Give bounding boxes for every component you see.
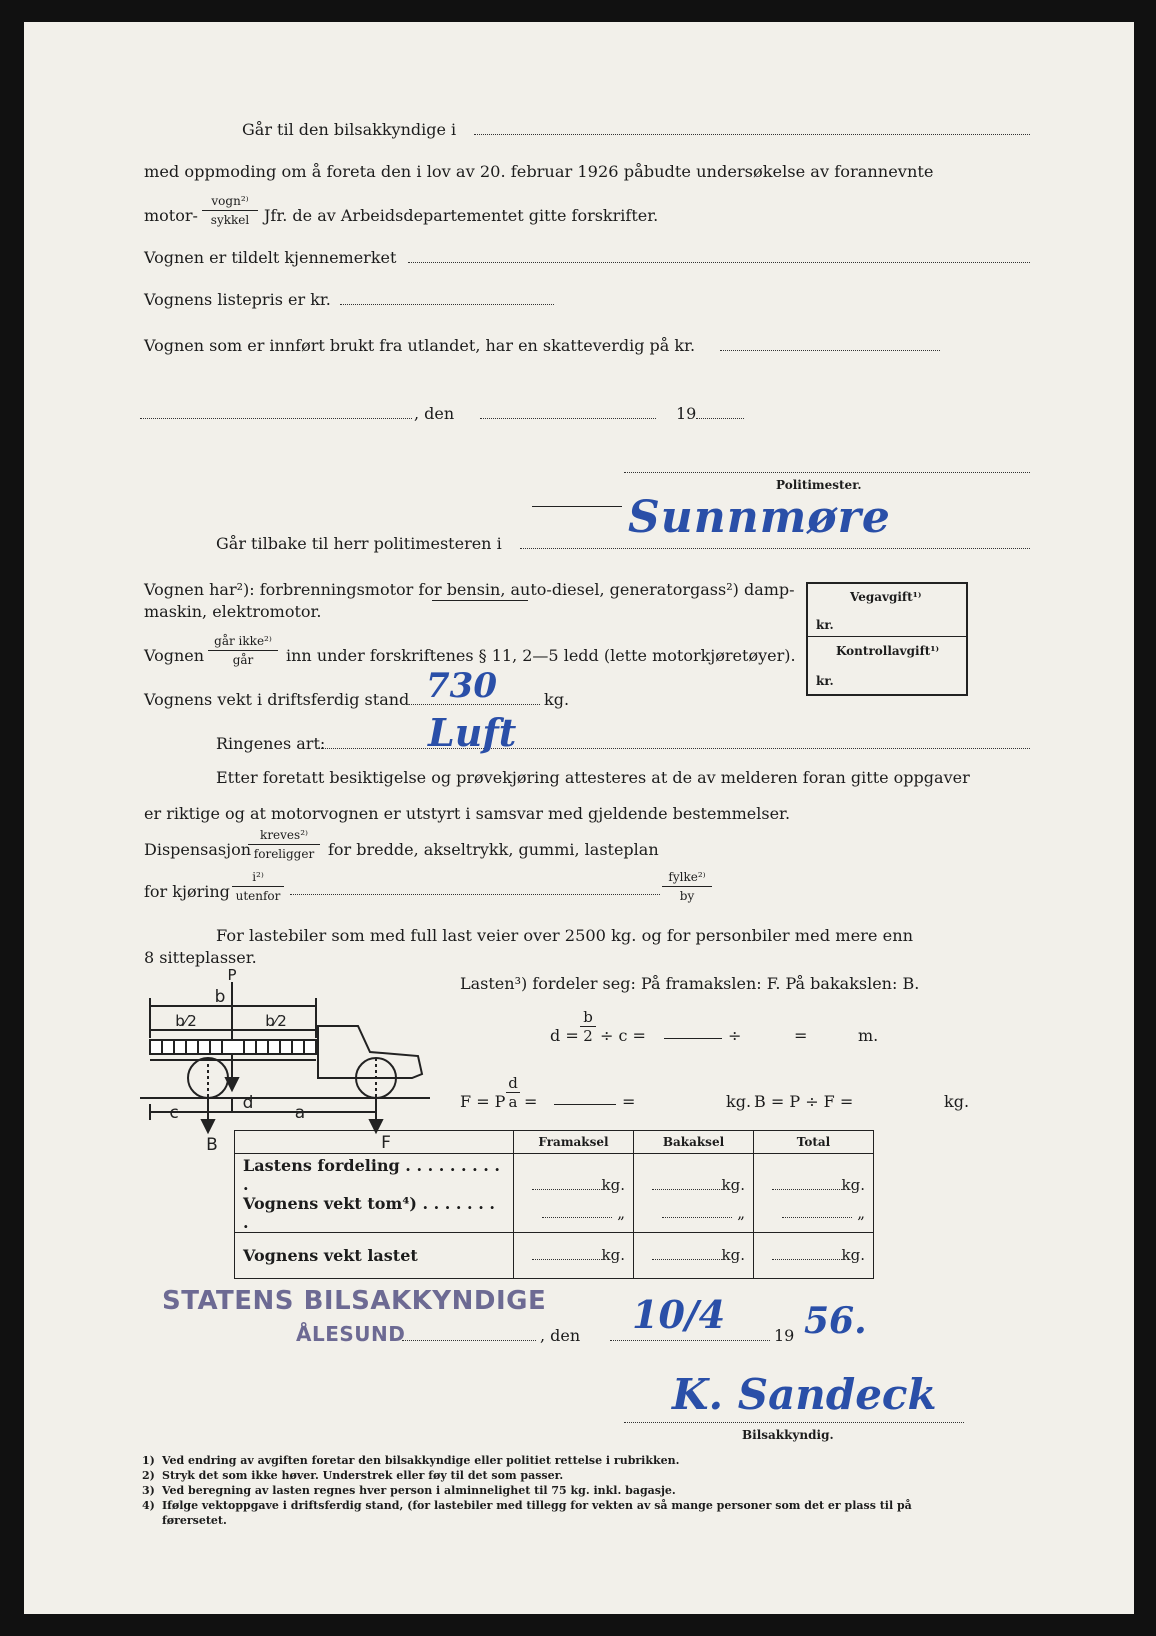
bensin-underline xyxy=(432,600,528,601)
diagram-label-b: b xyxy=(214,987,226,1007)
footnote-item: førersetet. xyxy=(162,1514,227,1527)
office-stamp-line2: ÅLESUND xyxy=(296,1322,406,1346)
vegavgift-label: Vegavgift¹⁾ xyxy=(850,590,922,604)
table-row-label: Lastens fordeling . . . . . . . . . . xyxy=(235,1154,514,1194)
vekt-handwritten: 730 xyxy=(426,666,497,706)
lasten-text: Lasten³) fordeler seg: På framakslen: F. På bakakslen: B. xyxy=(460,974,920,993)
attest-line1: Etter foretatt besiktigelse og prøvekjøring attesteres at de av melderen foran gitte oppgaver xyxy=(216,768,970,787)
fraction-gaar: går ikke²⁾ går xyxy=(208,634,278,667)
diagram-label-b-half-left: b⁄2 xyxy=(175,1012,197,1030)
table-row-label: Vognens vekt lastet xyxy=(235,1232,514,1278)
date-field[interactable] xyxy=(480,418,656,419)
diagram-label-B: B xyxy=(206,1135,218,1155)
signature-year-handwritten: 56. xyxy=(804,1300,867,1342)
f-formula-eq3: = xyxy=(622,1092,636,1111)
fraction-kreves: kreves²⁾ foreligger xyxy=(248,828,320,861)
ringer-field[interactable] xyxy=(316,748,1030,749)
kjennemerke-label: Vognen er tildelt kjennemerket xyxy=(144,248,397,267)
fee-box xyxy=(806,582,968,696)
fraction-vogn-sykkel: vogn²⁾ sykkel xyxy=(202,194,258,227)
form-sheet xyxy=(24,22,1134,1614)
listepris-field[interactable] xyxy=(340,304,554,305)
motor-prefix: motor- xyxy=(144,206,198,225)
year-field[interactable] xyxy=(696,418,744,419)
d-formula-blank1 xyxy=(664,1038,722,1039)
signature-den-label: , den xyxy=(540,1326,581,1345)
table-cell[interactable]: kg. xyxy=(754,1232,874,1278)
b-formula-kg: kg. xyxy=(944,1092,970,1111)
office-stamp-line1: STATENS BILSAKKYNDIGE xyxy=(162,1286,547,1316)
footnote-item: 1) Ved endring av avgiften foretar den bilsakkyndige eller politiet rettelse i rubrikken. xyxy=(142,1454,680,1467)
politimester-signature-field[interactable] xyxy=(624,472,1030,473)
skatteverdi-label: Vognen som er innført brukt fra utlandet, har en skatteverdig på kr. xyxy=(144,336,696,355)
fee-divider xyxy=(808,636,966,637)
f-formula-kg: kg. xyxy=(726,1092,752,1111)
kjoring-field[interactable] xyxy=(290,894,660,895)
bilsakkyndig-signature: K. Sandeck xyxy=(672,1370,937,1419)
vognen-har-line1: Vognen har²): forbrenningsmotor for bensin, auto-diesel, generatorgass²) damp- xyxy=(144,580,795,599)
diagram-label-P: P xyxy=(227,966,237,984)
listepris-label: Vognens listepris er kr. xyxy=(144,290,331,309)
signature-year-prefix: 19 xyxy=(774,1326,795,1345)
d-formula-eq2: = xyxy=(794,1026,808,1045)
fee-kr2: kr. xyxy=(816,674,834,688)
kontrollavgift-label: Kontrollavgift¹⁾ xyxy=(836,644,940,658)
fraction-fylke-by: fylke²⁾ by xyxy=(662,870,712,903)
table-cell[interactable]: kg. xyxy=(634,1232,754,1278)
footnote-item: 4) Ifølge vektoppgave i driftsferdig stand, (for lastebiler med tillegg for vekten av så mange personer som det er plass til på xyxy=(142,1499,912,1512)
d-formula-fraction: b 2 xyxy=(580,1010,596,1043)
ringer-label: Ringenes art: xyxy=(216,734,326,753)
separator-line xyxy=(532,506,622,507)
place-field[interactable] xyxy=(140,418,412,419)
diagram-label-d: d xyxy=(242,1093,254,1113)
table-header-framaksel: Framaksel xyxy=(514,1131,634,1154)
footnote-item: 2) Stryk det som ikke høver. Understrek eller føy til det som passer. xyxy=(142,1469,564,1482)
table-cell[interactable]: kg. xyxy=(754,1154,874,1194)
line1-field[interactable] xyxy=(474,134,1030,135)
table-cell[interactable]: „ xyxy=(754,1194,874,1233)
forskrift-text: inn under forskriftenes § 11, 2—5 ledd (lette motorkjøretøyer). xyxy=(286,646,796,665)
diagram-label-F: F xyxy=(381,1133,391,1153)
signature-date-field[interactable] xyxy=(610,1340,770,1341)
d-formula-div: ÷ xyxy=(728,1026,742,1045)
table-cell[interactable]: kg. xyxy=(514,1232,634,1278)
d-formula-eq: d = xyxy=(550,1026,579,1045)
fee-kr1: kr. xyxy=(816,618,834,632)
request-text: med oppmoding om å foreta den i lov av 20. februar 1926 påbudte undersøkelse av forannevnte xyxy=(144,162,934,181)
table-header-total: Total xyxy=(754,1131,874,1154)
diagram-label-a: a xyxy=(294,1103,306,1123)
politimester-label: Politimester. xyxy=(776,478,862,492)
load-table xyxy=(234,1130,874,1279)
laste-line1: For lastebiler som med full last veier over 2500 kg. og for personbiler med mere enn xyxy=(216,926,914,945)
tilbake-field[interactable] xyxy=(520,548,1030,549)
disp-suffix: for bredde, akseltrykk, gummi, lasteplan xyxy=(328,840,659,859)
motor-suffix: Jfr. de av Arbeidsdepartementet gitte forskrifter. xyxy=(264,206,659,225)
b-formula-eq: B = P ÷ F = xyxy=(754,1092,854,1111)
tilbake-label: Går tilbake til herr politimesteren i xyxy=(216,534,502,553)
diagram-label-c: c xyxy=(169,1103,179,1123)
table-header-blank xyxy=(235,1131,514,1154)
d-formula-unit: m. xyxy=(858,1026,879,1045)
tilbake-handwritten: Sunnmøre xyxy=(628,492,891,543)
line1-label: Går til den bilsakkyndige i xyxy=(242,120,457,139)
table-header-bakaksel: Bakaksel xyxy=(634,1131,754,1154)
axle-load-diagram xyxy=(140,966,440,1155)
vekt-unit: kg. xyxy=(544,690,570,709)
d-formula-rest: ÷ c = xyxy=(600,1026,646,1045)
disp-prefix: Dispensasjon xyxy=(144,840,252,859)
table-cell[interactable]: kg. xyxy=(514,1154,634,1194)
f-formula-eq2: = xyxy=(524,1092,538,1111)
footnote-item: 3) Ved beregning av lasten regnes hver person i alminnelighet til 75 kg. inkl. bagasje. xyxy=(142,1484,676,1497)
f-formula-eq: F = P xyxy=(460,1092,506,1111)
vognen-prefix: Vognen xyxy=(144,646,205,665)
skatteverdi-field[interactable] xyxy=(720,350,940,351)
fraction-i-utenfor: i²⁾ utenfor xyxy=(232,870,284,903)
kjoring-prefix: for kjøring xyxy=(144,882,230,901)
attest-line2: er riktige og at motorvognen er utstyrt i samsvar med gjeldende bestemmelser. xyxy=(144,804,791,823)
vekt-label: Vognens vekt i driftsferdig stand xyxy=(144,690,410,709)
bilsakkyndig-label: Bilsakkyndig. xyxy=(742,1428,834,1442)
table-row-label: Vognens vekt tom⁴) . . . . . . . . xyxy=(235,1194,514,1233)
diagram-label-b-half-right: b⁄2 xyxy=(265,1012,287,1030)
table-cell[interactable]: kg. xyxy=(634,1154,754,1194)
signature-date-handwritten: 10/4 xyxy=(632,1292,726,1337)
f-formula-blank xyxy=(554,1104,616,1105)
table-cell[interactable]: „ xyxy=(514,1194,634,1233)
vognen-har-line2: maskin, elektromotor. xyxy=(144,602,322,621)
ringer-handwritten: Luft xyxy=(428,710,517,755)
signature-place-field[interactable] xyxy=(402,1340,536,1341)
kjennemerke-field[interactable] xyxy=(408,262,1030,263)
footnotes xyxy=(142,1454,1092,1529)
den-label: , den xyxy=(414,404,455,423)
year-prefix: 19 xyxy=(676,404,697,423)
f-formula-fraction: d a xyxy=(506,1076,520,1109)
bilsakkyndig-signature-field[interactable] xyxy=(624,1422,964,1423)
laste-line2: 8 sitteplasser. xyxy=(144,948,257,967)
table-cell[interactable]: „ xyxy=(634,1194,754,1233)
